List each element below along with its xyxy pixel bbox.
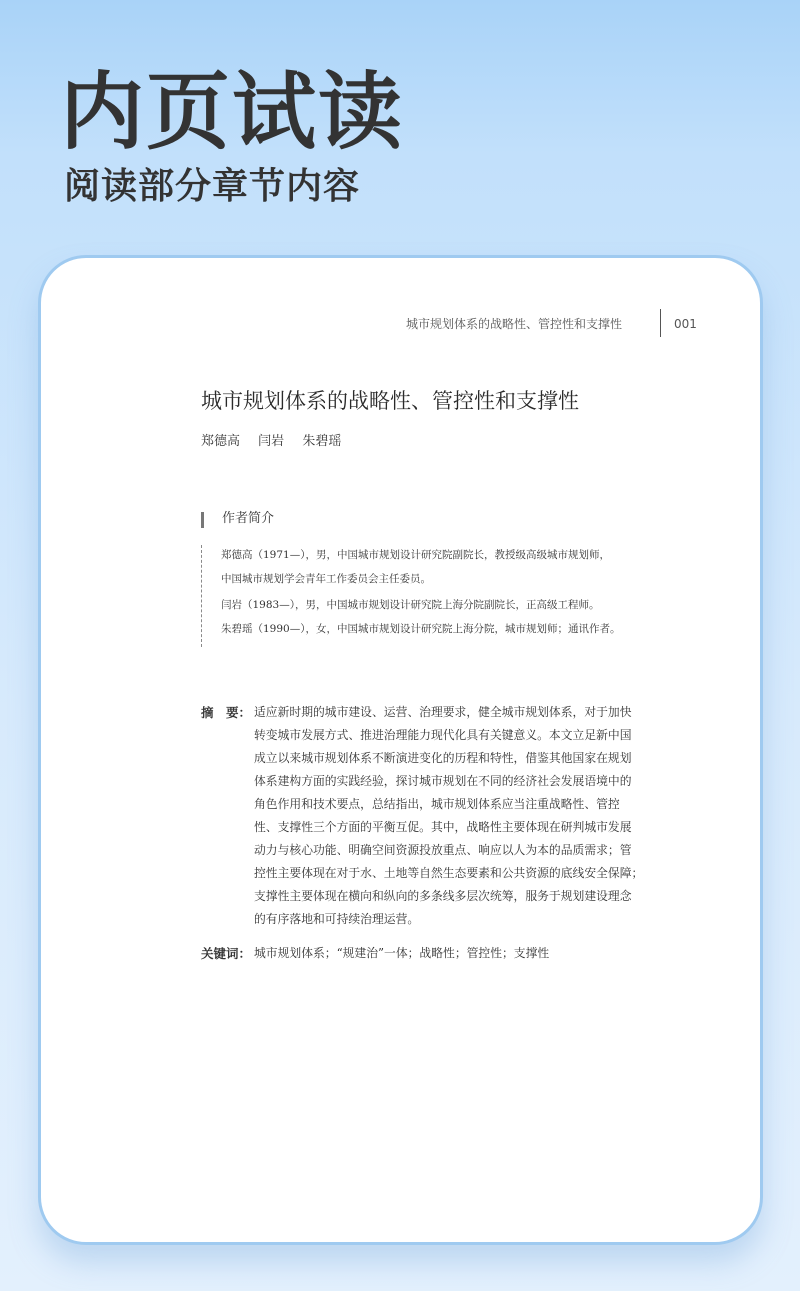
abstract-line: 角色作用和技术要点，总结指出，城市规划体系应当注重战略性、管控 [254,797,620,811]
abstract-line: 成立以来城市规划体系不断演进变化的历程和特性，借鉴其他国家在规划 [254,751,632,765]
author-name: 郑德高 [201,434,241,449]
section-marker [201,512,204,528]
bio-line: 闫岩（1983—），男，中国城市规划设计研究院上海分院副院长，正高级工程师。 [221,599,600,611]
running-head-divider [660,309,661,337]
abstract-line: 性、支撑性三个方面的平衡互促。其中，战略性主要体现在研判城市发展 [254,820,632,834]
abstract-line: 体系建构方面的实践经验，探讨城市规划在不同的经济社会发展语境中的 [254,774,632,788]
abstract-line: 的有序落地和可持续治理运营。 [254,912,420,926]
abstract-line: 支撑性主要体现在横向和纵向的多条线多层次统筹，服务于规划建设理念 [254,889,632,903]
author-name: 闫岩 [258,434,285,449]
hero-subtitle: 阅读部分章节内容 [64,166,361,207]
abstract-line: 控性主要体现在对于水、土地等自然生态要素和公共资源的底线安全保障； [254,866,644,880]
page-preview-card [38,255,763,1245]
abstract-line: 适应新时期的城市建设、运营、治理要求，健全城市规划体系，对于加快 [254,705,632,719]
keywords-text: 城市规划体系；“规建治”一体；战略性；管控性；支撑性 [254,946,550,960]
bio-line: 朱碧瑶（1990—），女，中国城市规划设计研究院上海分院，城市规划师；通讯作者。 [221,623,621,635]
author-bio-block [201,545,696,647]
abstract-label: 摘 要： [201,705,252,720]
running-head: 城市规划体系的战略性、管控性和支撑性 [405,317,622,331]
author-name: 朱碧瑶 [302,434,342,449]
keywords-label: 关键词： [201,946,252,961]
bio-line: 郑德高（1971—），男，中国城市规划设计研究院副院长，教授级高级城市规划师， [221,549,610,561]
bio-line: 中国城市规划学会青年工作委员会主任委员。 [221,573,431,585]
article-title: 城市规划体系的战略性、管控性和支撑性 [201,389,579,413]
bio-heading: 作者简介 [222,511,275,526]
author-list [201,432,355,452]
abstract-line: 转变城市发展方式、推进治理能力现代化具有关键意义。本文立足新中国 [254,728,632,742]
hero-title: 内页试读 [60,63,405,161]
page-number: 001 [674,317,697,331]
abstract-line: 动力与核心功能、明确空间资源投放重点、响应以人为本的品质需求；管 [254,843,632,857]
